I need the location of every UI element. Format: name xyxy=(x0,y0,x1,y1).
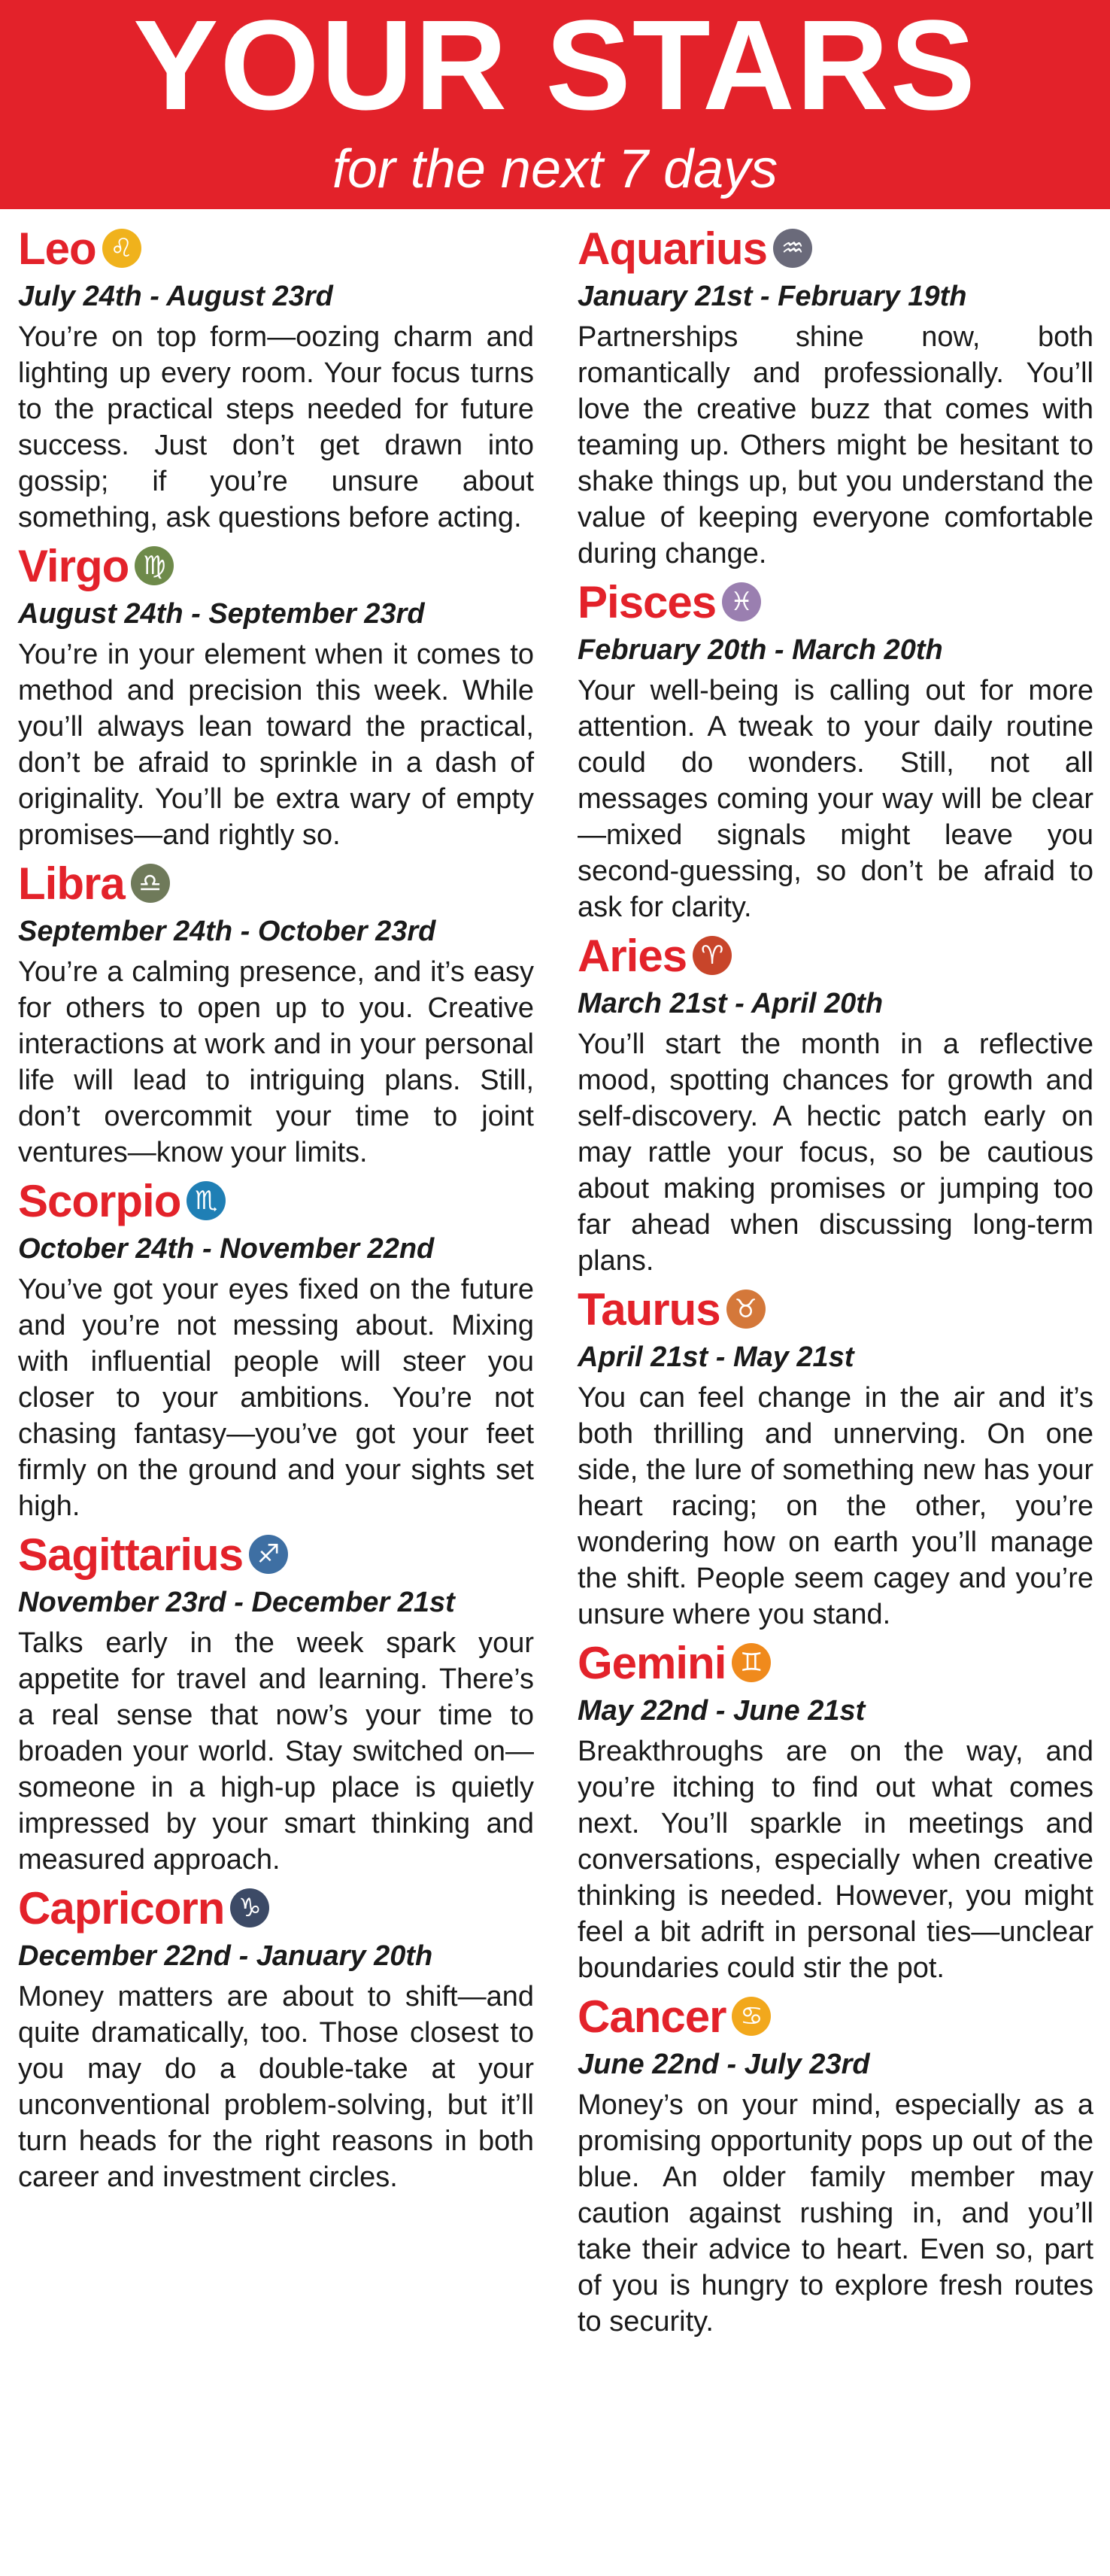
sign-forecast: Money matters are about to shift—and quite dramatically, too. Those closest to you may do a double-take at your unconventional problem-solving, but it’ll turn heads for the right reasons in both career and investment circles. xyxy=(18,1981,534,2193)
taurus-icon: ♉︎ xyxy=(726,1290,766,1329)
sign-dates: May 22nd - June 21st xyxy=(578,1695,866,1727)
gemini-icon: ♊︎ xyxy=(732,1643,771,1682)
sign-name: Gemini xyxy=(578,1637,726,1688)
page-title: YOUR STARS xyxy=(133,0,977,137)
pisces-icon: ♓︎ xyxy=(722,582,761,621)
sign-dates: April 21st - May 21st xyxy=(578,1341,854,1373)
cancer-icon: ♋︎ xyxy=(732,1997,771,2036)
sign-entry-gemini xyxy=(578,1633,1093,1986)
sign-name: Leo xyxy=(18,223,96,274)
sign-forecast: You’ve got your eyes fixed on the future and you’re not messing about. Mixing with influential people will steer you closer to your ambitions. You’re not chasing fantasy—you’ve got your feet firmly on the ground and your sights set high. xyxy=(18,1274,534,1522)
sign-entry-scorpio xyxy=(18,1171,534,1524)
right-column xyxy=(578,218,1093,2340)
sign-dates: August 24th - September 23rd xyxy=(18,598,425,630)
sign-forecast: Money’s on your mind, especially as a promising opportunity pops up out of the blue. An older family member may caution against rushing in, and you’ll take their advice to heart. Even so, part of you is hungry to explore fresh routes to security. xyxy=(578,2089,1093,2338)
sign-dates: November 23rd - December 21st xyxy=(18,1587,455,1618)
sign-forecast: You can feel change in the air and it’s both thrilling and unnerving. On one side, the lure of something new has your heart racing; on the other, you’re wondering how on earth you’ll manage the shift. People seem cagey and you’re unsure where you stand. xyxy=(578,1382,1093,1630)
sign-entry-virgo xyxy=(18,536,534,853)
sign-name: Taurus xyxy=(578,1283,720,1335)
sign-dates: June 22nd - July 23rd xyxy=(578,2049,870,2080)
sign-forecast: Your well-being is calling out for more attention. A tweak to your daily routine could do wonders. Still, not all messages coming your way will be clear—mixed signals might leave you second-guessing, so don’t be afraid to ask for clarity. xyxy=(578,675,1093,923)
sign-forecast: You’re in your element when it comes to method and precision this week. While you’ll always lean toward the practical, don’t be afraid to sprinkle in a dash of originality. You’ll be extra wary of empty promises—and rightly so. xyxy=(18,639,534,851)
sign-name: Libra xyxy=(18,858,125,909)
sign-entry-libra xyxy=(18,853,534,1171)
sign-name: Aquarius xyxy=(578,223,768,274)
sign-forecast: Talks early in the week spark your appetite for travel and learning. There’s a real sense that now’s your time to broaden your world. Stay switched on—someone in a high-up place is quietly impressed by your smart thinking and measured approach. xyxy=(18,1627,534,1876)
horoscope-columns xyxy=(0,218,1110,2576)
sign-dates: February 20th - March 20th xyxy=(578,634,943,666)
page-subtitle: for the next 7 days xyxy=(332,139,778,199)
sign-heading xyxy=(18,536,534,596)
aries-icon: ♈︎ xyxy=(693,936,732,975)
sign-heading xyxy=(18,218,534,278)
sign-dates: September 24th - October 23rd xyxy=(18,916,436,947)
sign-heading xyxy=(578,925,1093,986)
sign-dates: July 24th - August 23rd xyxy=(18,281,333,312)
sign-dates: January 21st - February 19th xyxy=(578,281,967,312)
sign-heading xyxy=(578,1986,1093,2046)
sign-entry-cancer xyxy=(578,1986,1093,2340)
sign-forecast: You’re on top form—oozing charm and lighting up every room. Your focus turns to the practical steps needed for future success. Just don’t get drawn into gossip; if you’re unsure about something, ask questions before acting. xyxy=(18,321,534,533)
sign-dates: October 24th - November 22nd xyxy=(18,1233,435,1265)
sign-heading xyxy=(578,218,1093,278)
aquarius-icon: ♒︎ xyxy=(773,229,812,268)
capricorn-icon: ♑︎ xyxy=(230,1888,269,1927)
leo-icon: ♌︎ xyxy=(102,229,141,268)
sign-name: Pisces xyxy=(578,576,717,627)
sign-name: Aries xyxy=(578,930,687,981)
sign-heading xyxy=(578,572,1093,632)
sign-forecast: Breakthroughs are on the way, and you’re itching to find out what comes next. You’ll sparkle in meetings and conversations, especially when creative thinking is needed. However, you might feel a bit adrift in personal ties—unclear boundaries could stir the pot. xyxy=(578,1736,1093,1984)
sign-entry-aries xyxy=(578,925,1093,1279)
sign-entry-sagittarius xyxy=(18,1524,534,1878)
sign-entry-aquarius xyxy=(578,218,1093,572)
virgo-icon: ♍︎ xyxy=(135,546,174,585)
sign-heading xyxy=(578,1633,1093,1693)
sign-dates: March 21st - April 20th xyxy=(578,988,884,1019)
sign-name: Cancer xyxy=(578,1991,726,2042)
sign-name: Capricorn xyxy=(18,1882,225,1934)
sign-entry-pisces xyxy=(578,572,1093,925)
sign-dates: December 22nd - January 20th xyxy=(18,1940,433,1972)
sagittarius-icon: ♐︎ xyxy=(249,1535,288,1574)
libra-icon: ♎︎ xyxy=(131,864,170,903)
sign-heading xyxy=(578,1279,1093,1339)
sign-heading xyxy=(18,1524,534,1584)
sign-heading xyxy=(18,1878,534,1938)
sign-entry-taurus xyxy=(578,1279,1093,1633)
sign-name: Virgo xyxy=(18,540,129,591)
sign-entry-leo xyxy=(18,218,534,536)
sign-name: Sagittarius xyxy=(18,1529,244,1580)
sign-forecast: You’re a calming presence, and it’s easy for others to open up to you. Creative interactions at work and in your personal life will lead to intriguing plans. Still, don’t overcommit your time to joint ventures—know your limits. xyxy=(18,956,534,1168)
sign-forecast: You’ll start the month in a reflective mood, spotting chances for growth and self-discovery. A hectic patch early on may rattle your focus, so be cautious about making promises or jumping too far ahead when discussing long-term plans. xyxy=(578,1028,1093,1277)
scorpio-icon: ♏︎ xyxy=(187,1181,226,1220)
sign-name: Scorpio xyxy=(18,1175,181,1226)
left-column xyxy=(18,218,534,2195)
sign-forecast: Partnerships shine now, both romantically and professionally. You’ll love the creative buzz that comes with teaming up. Others might be hesitant to shake things up, but you understand the value of keeping everyone comfortable during change. xyxy=(578,321,1093,570)
header-banner xyxy=(0,0,1110,209)
sign-entry-capricorn xyxy=(18,1878,534,2195)
sign-heading xyxy=(18,853,534,913)
sign-heading xyxy=(18,1171,534,1231)
